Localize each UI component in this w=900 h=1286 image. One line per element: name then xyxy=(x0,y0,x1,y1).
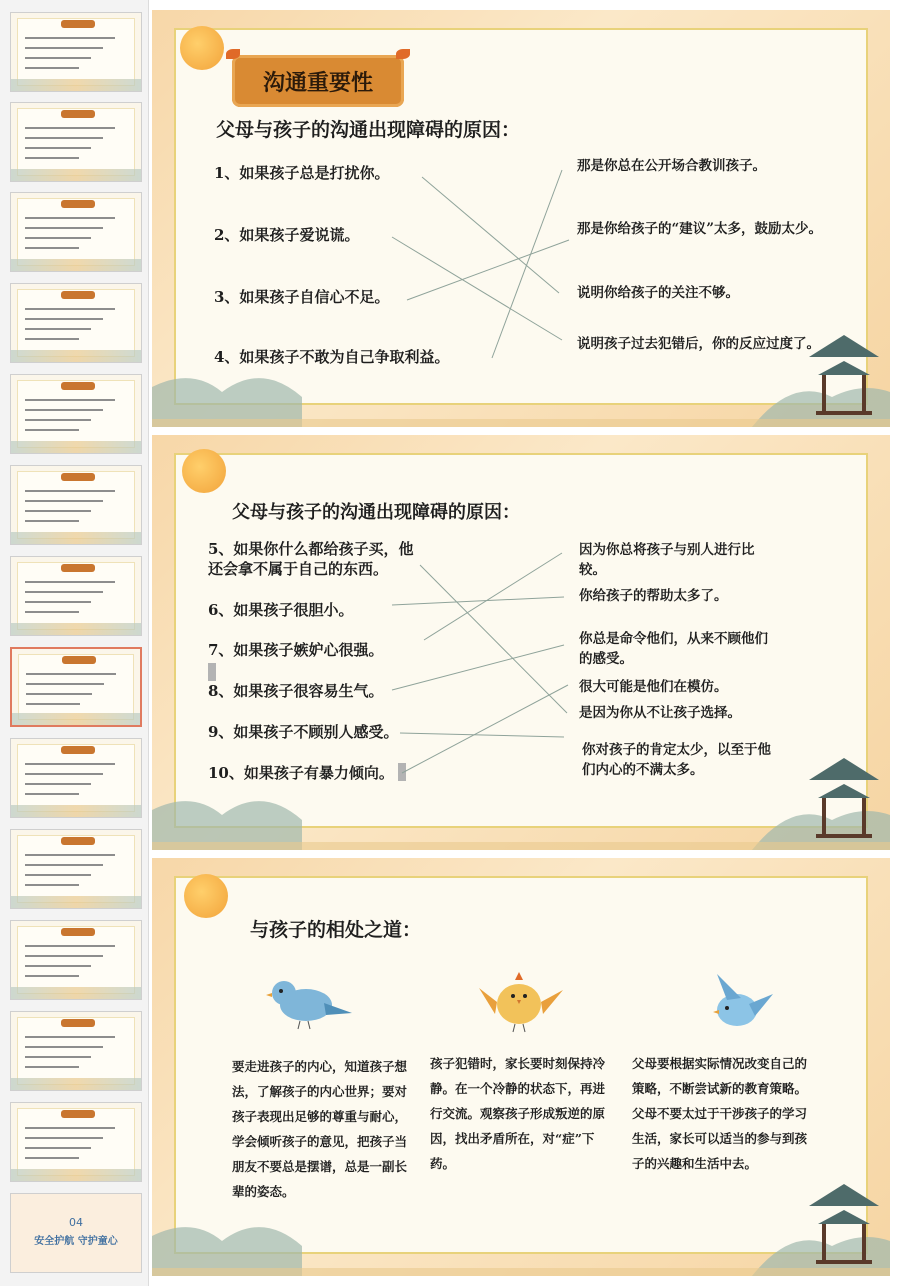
slide-thumbnail[interactable] xyxy=(10,647,142,727)
tip-column-3: 父母要根据实际情况改变自己的策略，不断尝试新的教育策略。父母不要太过于干涉孩子的学习生活，家长可以适当的参与到孩子的兴趣和生活中去。 xyxy=(632,1056,808,1171)
thumbnail-text-line xyxy=(25,328,91,330)
thumbnail-frame xyxy=(17,380,135,448)
thumbnail-text-line xyxy=(25,318,103,320)
thumbnail-text-line xyxy=(26,673,116,675)
thumbnail-text-line xyxy=(25,793,79,795)
reason-item-2: 那是你给孩子的“建议”太多，鼓励太少。 xyxy=(577,221,823,237)
thumbnail-frame xyxy=(17,926,135,994)
thumbnail-text-line xyxy=(25,409,103,411)
thumbnail-text-line xyxy=(25,1056,91,1058)
thumbnail-frame xyxy=(17,289,135,357)
thumbnail-text-line xyxy=(25,1066,79,1068)
flying-blue-bird-icon xyxy=(697,970,777,1040)
slide-thumbnail[interactable] xyxy=(10,738,142,818)
thumbnail-mountain xyxy=(11,259,141,271)
cause-item-3: 3、如果孩子自信心不足。 xyxy=(214,288,390,306)
thumbnail-banner xyxy=(61,20,95,28)
matching-lines xyxy=(152,435,890,850)
thumbnail-text-line xyxy=(25,67,79,69)
thumbnail-text-line xyxy=(26,683,104,685)
cause-item-6: 6、如果孩子很胆小。 xyxy=(208,601,354,619)
slide-thumbnail[interactable] xyxy=(10,920,142,1000)
thumbnail-frame xyxy=(17,198,135,266)
thumbnail-text-line xyxy=(25,520,79,522)
thumbnail-text-line xyxy=(25,1036,115,1038)
thumbnail-mountain xyxy=(11,623,141,635)
thumbnail-banner xyxy=(61,928,95,936)
thumbnail-banner xyxy=(61,200,95,208)
thumbnail-mountain xyxy=(11,441,141,453)
slide-communication-importance[interactable] xyxy=(152,10,890,427)
thumbnail-text-line xyxy=(25,57,91,59)
thumbnail-text-line xyxy=(25,1127,115,1129)
thumbnail-text-line xyxy=(25,247,79,249)
cause-item-2: 2、如果孩子爱说谎。 xyxy=(214,226,360,244)
section-title: 沟通重要性 xyxy=(262,70,373,96)
thumbnail-mountain xyxy=(11,805,141,817)
thumbnail-text-line xyxy=(25,1157,79,1159)
thumbnail-text-line xyxy=(25,37,115,39)
thumbnail-mountain xyxy=(11,79,141,91)
thumbnail-text-line xyxy=(25,47,103,49)
thumbnail-text-line xyxy=(25,338,79,340)
section-number: 04 xyxy=(69,1216,83,1229)
match-line xyxy=(492,170,562,358)
reason-item-5: 是因为你从不让孩子选择。 xyxy=(579,705,741,721)
thumbnail-text-line xyxy=(25,763,115,765)
thumbnail-text-line xyxy=(25,854,115,856)
slide-getting-along[interactable] xyxy=(152,858,890,1276)
thumbnail-text-line xyxy=(25,611,79,613)
thumbnail-text-line xyxy=(25,783,91,785)
thumbnail-mountain xyxy=(11,987,141,999)
slide-thumbnail[interactable] xyxy=(10,102,142,182)
slide-thumbnail[interactable] xyxy=(10,1102,142,1182)
mountain-decoration xyxy=(152,1206,890,1276)
thumbnail-banner xyxy=(61,746,95,754)
thumbnail-text-line xyxy=(25,1046,103,1048)
thumbnail-frame xyxy=(17,108,135,176)
thumbnail-banner xyxy=(61,1110,95,1118)
thumbnail-text-line xyxy=(25,237,91,239)
thumbnail-text-line xyxy=(25,227,103,229)
match-line xyxy=(402,685,568,773)
match-line xyxy=(422,177,559,293)
thumbnail-text-line xyxy=(25,965,91,967)
slide-thumbnail-panel xyxy=(0,0,149,1286)
thumbnail-text-line xyxy=(25,581,115,583)
cause-item-7: 7、如果孩子嫉妒心很强。 xyxy=(208,641,384,659)
thumbnail-frame xyxy=(17,835,135,903)
match-line xyxy=(392,645,564,690)
thumbnail-mountain xyxy=(11,896,141,908)
thumbnail-text-line xyxy=(25,864,103,866)
thumbnail-text-line xyxy=(26,693,92,695)
thumbnail-text-line xyxy=(25,217,115,219)
reason-item-6: 你对孩子的肯定太少，以至于他们内心的不满太多。 xyxy=(582,742,771,778)
slide-thumbnail[interactable] xyxy=(10,1011,142,1091)
thumbnail-banner xyxy=(61,110,95,118)
thumbnail-banner xyxy=(61,382,95,390)
tip-column-1: 要走进孩子的内心，知道孩子想法，了解孩子的内心世界；要对孩子表现出足够的尊重与耐心，学会倾听孩子的意见，把孩子当朋友不要总是摆谱，总是一副长辈的姿态。 xyxy=(232,1059,408,1199)
thumbnail-text-line xyxy=(25,510,91,512)
pavilion-decoration xyxy=(804,1176,884,1266)
thumbnail-banner xyxy=(61,837,95,845)
slide-heading: 父母与孩子的沟通出现障碍的原因： xyxy=(232,502,520,523)
cause-item-10: 10、如果孩子有暴力倾向。 xyxy=(208,764,394,782)
thumbnail-text-line xyxy=(25,419,91,421)
cause-item-4: 4、如果孩子不敢为自己争取利益。 xyxy=(214,348,450,366)
reason-item-2: 你给孩子的帮助太多了。 xyxy=(579,588,728,604)
thumbnail-text-line xyxy=(25,1147,91,1149)
slide-communication-causes[interactable] xyxy=(152,435,890,850)
match-line xyxy=(400,733,564,737)
thumbnail-frame xyxy=(17,1017,135,1085)
cause-item-9: 9、如果孩子不顾别人感受。 xyxy=(208,723,399,741)
matching-lines xyxy=(152,10,890,427)
match-line xyxy=(407,240,569,300)
thumbnail-mountain xyxy=(11,350,141,362)
slide-thumbnail[interactable] xyxy=(10,829,142,909)
thumbnail-text-line xyxy=(25,874,91,876)
thumbnail-text-line xyxy=(25,601,91,603)
thumbnail-text-line xyxy=(25,429,79,431)
slide-thumbnail[interactable] xyxy=(10,556,142,636)
slide-thumbnail[interactable] xyxy=(10,283,142,363)
blue-bird-icon xyxy=(264,973,354,1033)
match-line xyxy=(424,553,562,640)
thumbnail-text-line xyxy=(25,1137,103,1139)
slide-thumbnail[interactable] xyxy=(10,192,142,272)
thumbnail-text-line xyxy=(25,945,115,947)
thumbnail-text-line xyxy=(25,773,103,775)
section-title: 安全护航 守护童心 xyxy=(34,1236,118,1247)
thumbnail-banner xyxy=(62,656,96,664)
thumbnail-text-line xyxy=(25,137,103,139)
thumbnail-mountain xyxy=(11,169,141,181)
reason-item-4: 很大可能是他们在模仿。 xyxy=(579,679,728,695)
thumbnail-text-line xyxy=(25,955,103,957)
thumbnail-banner xyxy=(61,1019,95,1027)
thumbnail-text-line xyxy=(25,884,79,886)
slide-thumbnail[interactable] xyxy=(10,12,142,92)
thumbnail-mountain xyxy=(11,1169,141,1181)
slide-heading: 与孩子的相处之道： xyxy=(250,919,422,941)
thumbnail-text-line xyxy=(25,399,115,401)
cause-item-5: 5、如果你什么都给孩子买，他还会拿不属于自己的东西。 xyxy=(208,540,414,578)
sun-decoration xyxy=(184,874,228,918)
thumbnail-text-line xyxy=(25,157,79,159)
reason-item-4: 说明孩子过去犯错后，你的反应过度了。 xyxy=(577,336,820,352)
cause-item-1: 1、如果孩子总是打扰你。 xyxy=(214,164,390,182)
thumbnail-text-line xyxy=(25,500,103,502)
cause-item-8: 8、如果孩子很容易生气。 xyxy=(208,682,384,700)
yellow-bird-icon xyxy=(477,966,567,1036)
slide-thumbnail[interactable] xyxy=(10,465,142,545)
thumbnail-text-line xyxy=(26,703,80,705)
thumbnail-frame xyxy=(17,744,135,812)
match-line xyxy=(392,597,564,605)
thumbnail-banner xyxy=(61,291,95,299)
reason-item-3: 说明你给孩子的关注不够。 xyxy=(577,285,739,301)
reason-item-3: 你总是命令他们，从来不顾他们的感受。 xyxy=(579,631,768,667)
thumbnail-text-line xyxy=(25,147,91,149)
match-line xyxy=(420,565,567,713)
tip-column-2: 孩子犯错时，家长要时刻保持冷静。在一个冷静的状态下，再进行交流。观察孩子形成叛逆的原因，找出矛盾所在，对“症”下药。 xyxy=(430,1056,606,1171)
thumbnail-text-line xyxy=(25,975,79,977)
slide-thumbnail[interactable] xyxy=(10,374,142,454)
reason-item-1: 因为你总将孩子与别人进行比较。 xyxy=(579,542,755,578)
thumbnail-text-line xyxy=(25,308,115,310)
thumbnail-mountain xyxy=(11,532,141,544)
slide-heading: 父母与孩子的沟通出现障碍的原因： xyxy=(216,119,521,141)
thumbnail-banner xyxy=(61,473,95,481)
thumbnail-mountain xyxy=(12,713,140,725)
thumbnail-frame xyxy=(17,1108,135,1176)
slide-thumbnail[interactable] xyxy=(10,1193,142,1273)
thumbnail-frame xyxy=(17,562,135,630)
thumbnail-frame xyxy=(17,18,135,86)
thumbnail-mountain xyxy=(11,1078,141,1090)
thumbnail-text-line xyxy=(25,591,103,593)
thumbnail-text-line xyxy=(25,127,115,129)
thumbnail-frame xyxy=(17,471,135,539)
thumbnail-banner xyxy=(61,564,95,572)
thumbnail-text-line xyxy=(25,490,115,492)
reason-item-1: 那是你总在公开场合教训孩子。 xyxy=(577,158,766,174)
